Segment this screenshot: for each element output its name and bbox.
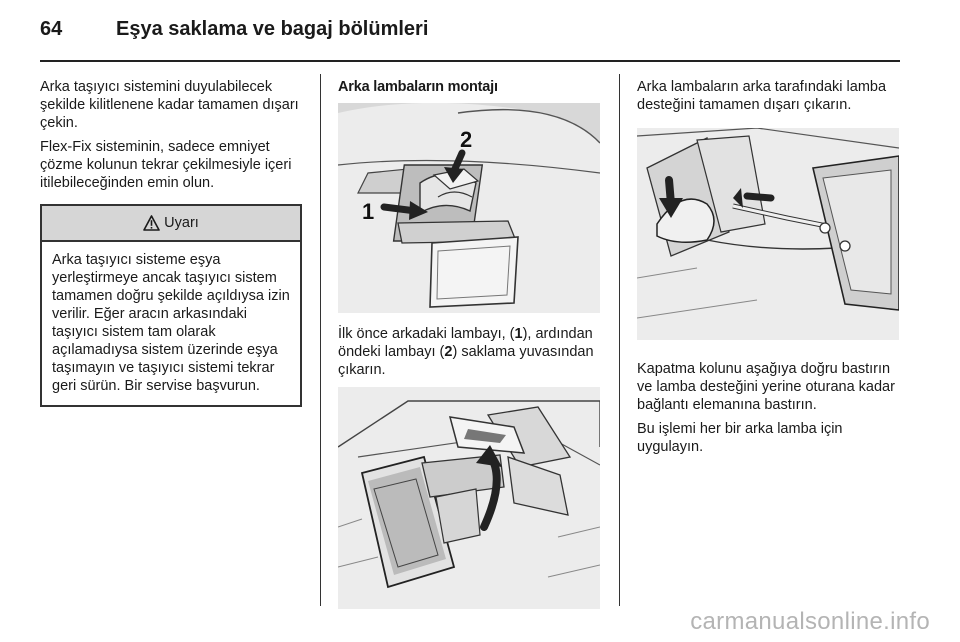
header-rule <box>40 60 900 62</box>
callout-label-2: 2 <box>460 127 473 152</box>
column-middle <box>338 78 602 609</box>
caption-text-1: İlk önce arkadaki lambayı, ( <box>338 326 515 342</box>
illustration-lamp-removal <box>338 103 600 313</box>
caption-num-1: 1 <box>514 326 523 342</box>
column-divider-right <box>619 74 620 606</box>
page-number: 64 <box>40 18 63 40</box>
warning-box <box>40 204 302 407</box>
paragraph-pull-out: Arka taşıyıcı sistemini duyulabilecek şekilde kilitlenene kadar tamamen dışarı çekin. <box>40 79 299 131</box>
watermark: carmanualsonline.info <box>690 608 930 635</box>
caption-num-2: 2 <box>444 344 453 360</box>
illustration-lamp-unfold <box>338 387 600 609</box>
paragraph-repeat: Bu işlemi her bir arka lamba için uygulayın. <box>637 421 843 455</box>
warning-header <box>42 206 300 242</box>
page-header <box>40 18 900 48</box>
paragraph-pull-holder: Arka lambaların arka tarafındaki lamba desteğini tamamen dışarı çıkarın. <box>637 79 887 113</box>
illustration-lamp-holder <box>637 128 899 340</box>
warning-body: Arka taşıyıcı sisteme eşya yerleştirmeye ancak taşıyıcı sistem tamamen doğru şekilde açıldıysa izin verilir. Eğer aracın arkasındaki taşıyıcı sistem tam olarak açılamadıysa sistem üzerinde eşya taşımayın ve taşıyıcı sistemi tekrar geri sürün. Bir servise başvurun. <box>52 252 290 394</box>
callout-label-1: 1 <box>362 199 375 224</box>
caption-text-3: ) saklama yuvasından çıkarın. <box>338 344 594 378</box>
caption-lamp-removal <box>338 325 602 379</box>
section-heading: Arka lambaların montajı <box>338 79 498 95</box>
column-left <box>40 78 302 407</box>
caption-text-2: ), ardından öndeki lambayı ( <box>338 326 593 360</box>
column-right <box>637 78 899 462</box>
warning-title: Uyarı <box>164 215 199 231</box>
page-title: Eşya saklama ve bagaj bölümleri <box>116 18 429 40</box>
paragraph-flexfix: Flex-Fix sisteminin, sadece emniyet çözme kolunun tekrar çekilmesiyle içeri itilebileceğinden emin olun. <box>40 139 292 191</box>
column-divider-left <box>320 74 321 606</box>
warning-triangle-icon <box>143 215 160 231</box>
paragraph-press-lever: Kapatma kolunu aşağıya doğru bastırın ve lamba desteğini yerine oturana kadar bağlantı elemanına bastırın. <box>637 361 895 413</box>
